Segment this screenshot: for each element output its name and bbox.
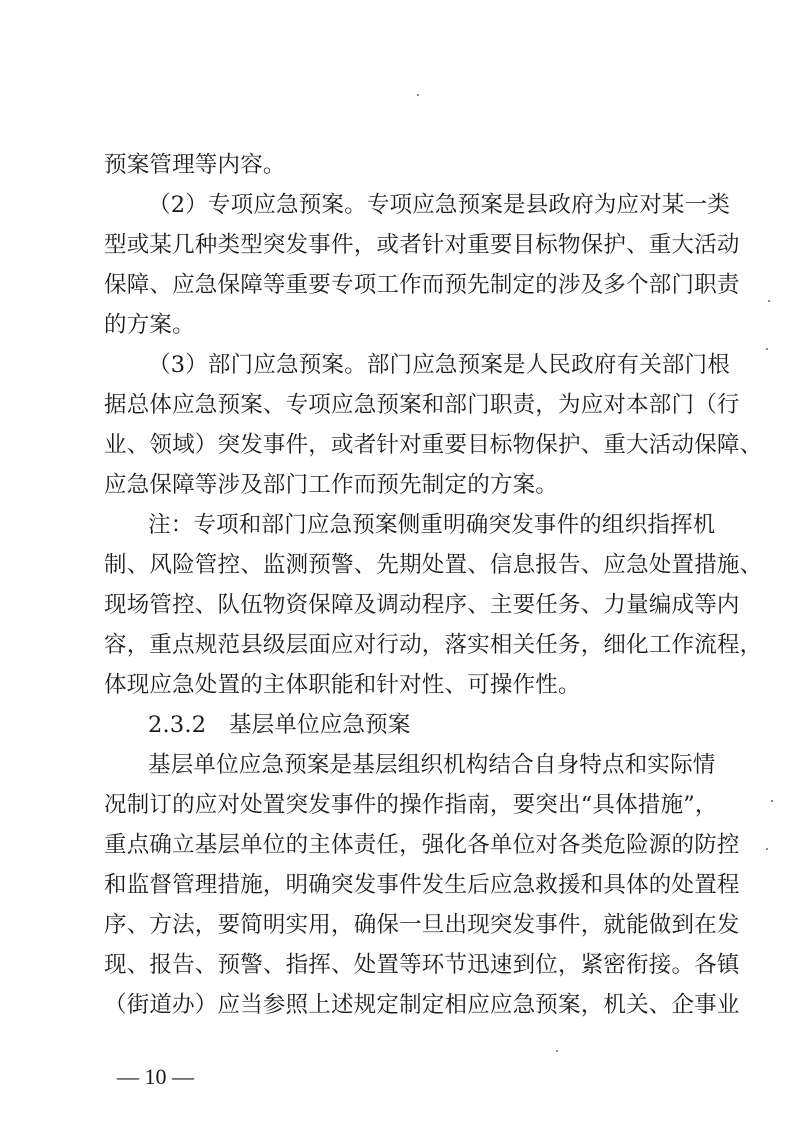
section-heading: 2.3.2 基层单位应急预案 <box>148 712 411 738</box>
scan-speck <box>417 94 419 96</box>
text-line: （3）部门应急预案。部门应急预案是人民政府有关部门根 <box>148 352 731 378</box>
page-number: — 10 — <box>117 1064 194 1089</box>
text-line: 保障、应急保障等重要专项工作而预先制定的涉及多个部门职责 <box>104 272 740 298</box>
text-line: 序、方法，要简明实用，确保一旦出现突发事件，就能做到在发 <box>104 912 740 938</box>
scan-speck <box>768 300 770 302</box>
scan-speck <box>556 1050 558 1052</box>
text-line: 容，重点规范县级层面应对行动，落实相关任务，细化工作流程， <box>104 632 763 658</box>
text-line: 现、报告、预警、指挥、处置等环节迅速到位，紧密衔接。各镇 <box>104 952 740 978</box>
text-line: 的方案。 <box>104 312 195 338</box>
text-line: 况制订的应对处置突发事件的操作指南，要突出“具体措施”， <box>104 792 718 818</box>
text-line: 预案管理等内容。 <box>104 152 286 178</box>
text-line: 重点确立基层单位的主体责任，强化各单位对各类危险源的防控 <box>104 832 740 858</box>
text-line: 和监督管理措施，明确突发事件发生后应急救援和具体的处置程 <box>104 872 740 898</box>
text-line: 制、风险管控、监测预警、先期处置、信息报告、应急处置措施、 <box>104 552 763 578</box>
scan-speck <box>771 800 773 802</box>
text-line: 业、领域）突发事件，或者针对重要目标物保护、重大活动保障、 <box>104 432 763 458</box>
text-line: 注：专项和部门应急预案侧重明确突发事件的组织指挥机 <box>148 512 716 538</box>
text-line: 体现应急处置的主体职能和针对性、可操作性。 <box>104 672 581 698</box>
scan-speck <box>766 848 768 850</box>
text-line: 型或某几种类型突发事件，或者针对重要目标物保护、重大活动 <box>104 232 740 258</box>
scan-speck <box>766 348 768 350</box>
text-line: 基层单位应急预案是基层组织机构结合自身特点和实际情 <box>148 752 716 778</box>
text-line: 据总体应急预案、专项应急预案和部门职责，为应对本部门（行 <box>104 392 740 418</box>
text-line: 应急保障等涉及部门工作而预先制定的方案。 <box>104 472 559 498</box>
text-line: 现场管控、队伍物资保障及调动程序、主要任务、力量编成等内 <box>104 592 740 618</box>
text-line: （街道办）应当参照上述规定制定相应应急预案，机关、企事业 <box>104 992 740 1018</box>
text-line: （2）专项应急预案。专项应急预案是县政府为应对某一类 <box>148 192 731 218</box>
